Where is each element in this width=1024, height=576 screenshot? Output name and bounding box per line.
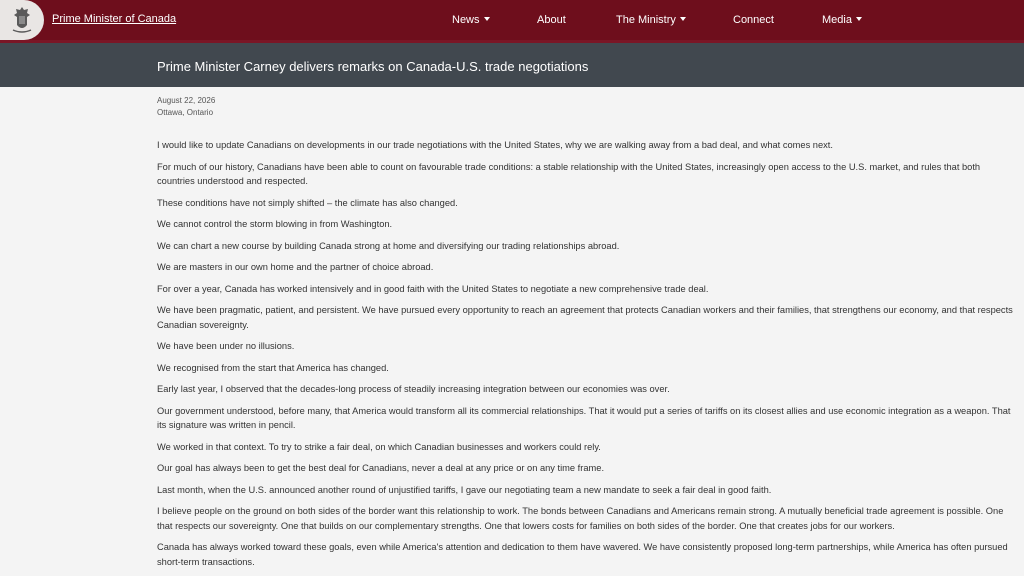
page-title: Prime Minister Carney delivers remarks on Canada-U.S. trade negotiations — [157, 59, 589, 74]
canada-coat-of-arms-icon — [10, 6, 34, 34]
chevron-down-icon — [484, 17, 490, 21]
article-location: Ottawa, Ontario — [157, 108, 214, 117]
nav-about[interactable] — [537, 14, 566, 26]
article-body — [157, 138, 1017, 569]
nav-the-ministry-label: The Ministry — [616, 14, 676, 26]
paragraph: We cannot control the storm blowing in from Washington. — [157, 219, 393, 229]
paragraph: We have been under no illusions. — [157, 341, 295, 351]
nav-media[interactable] — [822, 14, 862, 26]
paragraph: Early last year, I observed that the decades-long process of steadily increasing integration between our economies was over. — [157, 384, 670, 394]
article — [157, 95, 1017, 576]
paragraph: We have been pragmatic, patient, and persistent. We have pursued every opportunity to reach an agreement that protects Canadian workers and their families, that strengthens our economy, and that respects Canadian sovereignty. — [157, 305, 1013, 330]
site-title-link[interactable]: Prime Minister of Canada — [52, 13, 177, 25]
article-date: August 22, 2026 — [157, 96, 216, 105]
nav-news-label: News — [452, 14, 480, 26]
paragraph: I would like to update Canadians on developments in our trade negotiations with the United States, why we are walking away from a bad deal, and what comes next. — [157, 140, 833, 150]
paragraph: I believe people on the ground on both sides of the border want this relationship to work. The bonds between Canadians and Americans remain strong. A mutually beneficial trade agreement is possible. One that respects our sovereignty. One that builds on our complementary strengths. One that lowers costs for families on both sides of the border. One that creates jobs for our workers. — [157, 506, 1004, 531]
chevron-down-icon — [680, 17, 686, 21]
paragraph: These conditions have not simply shifted – the climate has also changed. — [157, 197, 458, 208]
page-title-bar — [0, 43, 1024, 87]
nav-media-label: Media — [822, 14, 852, 26]
logo[interactable] — [0, 0, 44, 40]
chevron-down-icon — [856, 17, 862, 21]
paragraph: For much of our history, Canadians have been able to count on favourable trade conditions: a stable relationship with the United States, increasingly open access to the U.S. market, and rules that both countries understood and respected. — [157, 161, 981, 186]
nav-connect[interactable] — [733, 14, 774, 26]
paragraph: Last month, when the U.S. announced another round of unjustified tariffs, I gave our negotiating team a new mandate to seek a fair deal in good faith. — [157, 484, 772, 495]
top-navigation-bar — [0, 0, 1024, 43]
paragraph: We recognised from the start that America has changed. — [157, 362, 389, 373]
paragraph: Our government understood, before many, that America would transform all its commercial relationships. That it would put a series of tariffs on its closest allies and use economic integration as a weapon. That its signature was written in pencil. — [157, 405, 1011, 430]
paragraph: We can chart a new course by building Canada strong at home and diversifying our trading relationships abroad. — [157, 240, 620, 251]
paragraph: Our goal has always been to get the best deal for Canadians, never a deal at any price or on any time frame. — [157, 463, 605, 473]
nav-about-label: About — [537, 14, 566, 26]
paragraph: We are masters in our own home and the partner of choice abroad. — [157, 262, 434, 272]
nav-the-ministry[interactable] — [616, 14, 686, 26]
paragraph: For over a year, Canada has worked intensively and in good faith with the United States to negotiate a new comprehensive trade deal. — [157, 283, 709, 294]
paragraph: We worked in that context. To try to strike a fair deal, on which Canadian businesses and workers could rely. — [157, 441, 601, 452]
paragraph: Canada has always worked toward these goals, even while America's attention and dedication to them have wavered. We have consistently proposed long-term partnerships, while America has often pursued short-term transactions. — [157, 542, 1008, 567]
nav-news[interactable] — [452, 14, 490, 26]
nav-connect-label: Connect — [733, 14, 774, 26]
